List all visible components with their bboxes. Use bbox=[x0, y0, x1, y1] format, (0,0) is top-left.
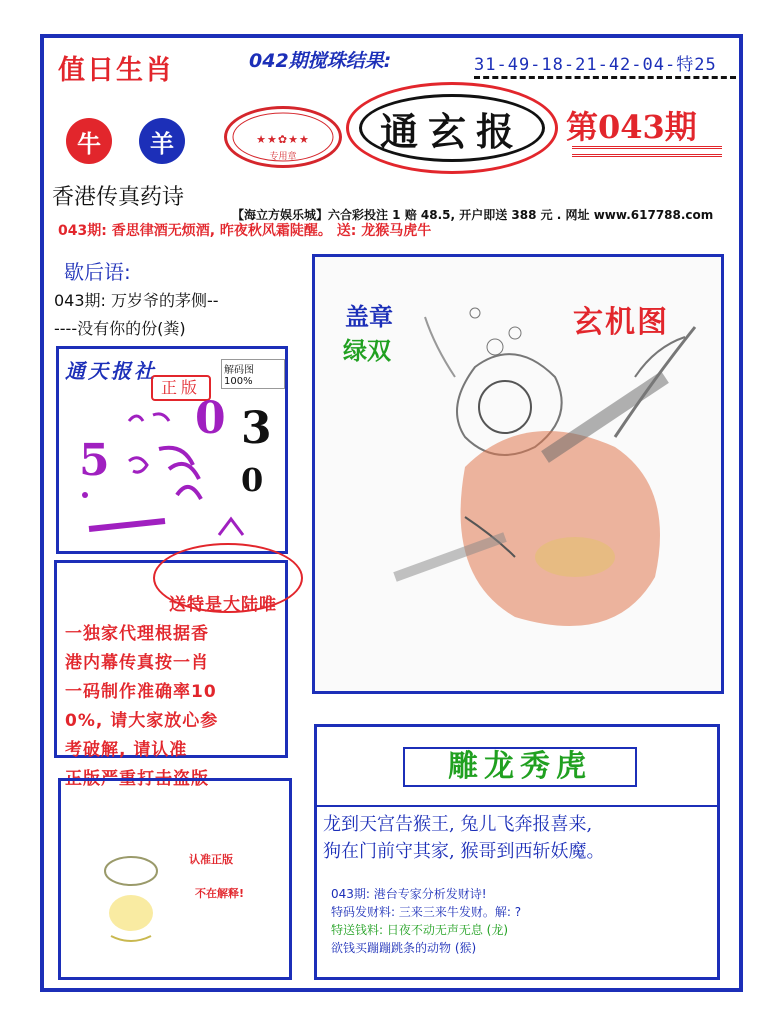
riddle-label: 歇后语: bbox=[64, 260, 131, 284]
tip-line: 特送钱料: 日夜不动无声无息 (龙) bbox=[331, 923, 509, 937]
genuine-stamp: 正版 bbox=[151, 375, 211, 401]
notice-text bbox=[65, 591, 287, 794]
paper-name: 通玄报 bbox=[359, 94, 545, 162]
decode-digit: 5 bbox=[79, 435, 110, 486]
company-seal bbox=[224, 106, 342, 168]
ad-banner: 【海立方娱乐城】六合彩投注 1 赔 48.5, 开户即送 388 元 . 网址 www.617788.com bbox=[232, 208, 714, 222]
zodiac-badge-ox: 牛 bbox=[66, 118, 112, 164]
auth-line-no-explain: 不在解释! bbox=[195, 887, 245, 900]
notice-line: 港内幕传真按一肖 bbox=[65, 653, 209, 673]
draw-result-numbers: 31-49-18-21-42-04-特25 bbox=[474, 55, 717, 75]
tip-line: 欲钱买蹦蹦跳条的动物 (猴) bbox=[331, 941, 477, 955]
newspaper-frame bbox=[40, 34, 743, 992]
seal-stars: ★★✿★★ bbox=[256, 133, 310, 146]
riddle-answer: ----没有你的份(粪) bbox=[54, 319, 186, 338]
issue-number: 第043期 bbox=[566, 108, 697, 146]
notice-line: 送特是大陆唯 bbox=[169, 595, 277, 615]
mystery-picture-box bbox=[312, 254, 724, 694]
notice-line: 一码制作准确率10 bbox=[65, 682, 217, 702]
decode-digit: 0 bbox=[241, 461, 264, 499]
dragon-poem bbox=[323, 811, 715, 865]
paper-name-oval bbox=[346, 82, 558, 174]
notice-line: 考破解, 请认准 bbox=[65, 740, 188, 760]
prediction-tips bbox=[331, 885, 521, 957]
result-dash-divider bbox=[474, 76, 736, 79]
tiantian-decode-box bbox=[56, 346, 288, 554]
notice-line: 一独家代理根据香 bbox=[65, 624, 209, 644]
riddle-question: 043期: 万岁爷的茅侧-- bbox=[54, 291, 219, 310]
zodiac-badge-goat: 羊 bbox=[139, 118, 185, 164]
duty-zodiac-title: 值日生肖 bbox=[58, 55, 174, 86]
dragon-poem-line: 狗在门前守其家, 猴哥到西斩妖魔。 bbox=[323, 841, 605, 862]
notice-line: 正版严重打击盗版 bbox=[65, 769, 209, 789]
poem-line: 043期: 香思律酒无烦酒, 昨夜秋风霜陡醒。 送: 龙猴马虎牛 bbox=[58, 223, 432, 239]
notice-line: 0%, 请大家放心参 bbox=[65, 711, 219, 731]
stamp-label: 盖章 bbox=[345, 302, 393, 331]
issue-underline bbox=[572, 154, 722, 157]
dragon-poem-line: 龙到天宫告猴王, 兔儿飞奔报喜来, bbox=[323, 814, 593, 835]
auth-line-genuine: 认准正版 bbox=[189, 853, 233, 866]
turtle-illustration bbox=[91, 841, 181, 951]
green-double-label: 绿双 bbox=[343, 336, 391, 365]
tip-line: 特码发财料: 三来三来牛发财。解: ? bbox=[331, 905, 522, 919]
decode-tag: 解码图100% bbox=[221, 359, 285, 389]
issue-underline bbox=[572, 146, 722, 149]
tiantian-heading: 通天报社 bbox=[65, 359, 157, 383]
dragon-tiger-box bbox=[314, 724, 720, 980]
decode-digit: 3 bbox=[241, 403, 272, 454]
dragon-divider bbox=[317, 805, 717, 807]
draw-result-label: 042期搅珠结果: bbox=[249, 50, 392, 72]
authenticity-box bbox=[58, 778, 292, 980]
poem-title: 香港传真药诗 bbox=[52, 185, 185, 210]
exclusive-notice-box bbox=[54, 560, 288, 789]
tip-line: 043期: 港台专家分析发财诗! bbox=[331, 887, 487, 901]
decode-digit: 0 bbox=[195, 393, 226, 444]
mystery-picture-title: 玄机图 bbox=[573, 305, 669, 340]
dragon-tiger-title: 雕龙秀虎 bbox=[403, 747, 637, 787]
seal-subtitle: 专用章 bbox=[269, 152, 297, 162]
